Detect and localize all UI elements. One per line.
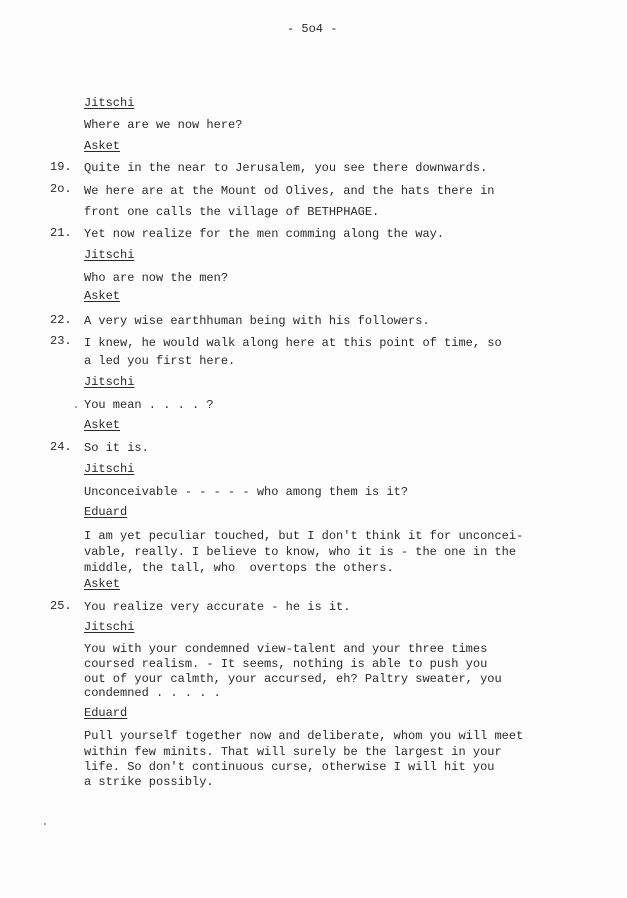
- speaker-label: Asket: [84, 577, 121, 591]
- dialogue-line: You mean . . . . ?: [84, 398, 214, 412]
- dialogue-line: You realize very accurate - he is it.: [84, 600, 351, 614]
- dialogue-line: a strike possibly.: [84, 775, 214, 789]
- dialogue-line: Quite in the near to Jerusalem, you see there downwards.: [84, 161, 488, 175]
- speaker-label: Eduard: [84, 706, 128, 720]
- speaker-label: Asket: [84, 289, 121, 303]
- dialogue-line: I knew, he would walk along here at this point of time, so: [84, 336, 502, 350]
- paragraph-number: 21.: [50, 226, 72, 240]
- dialogue-line: I am yet peculiar touched, but I don't think it for unconcei-: [84, 529, 524, 543]
- speaker-label: Jitschi: [84, 462, 135, 476]
- dialogue-line: A very wise earthhuman being with his followers.: [84, 314, 430, 328]
- dialogue-line: Unconceivable - - - - - who among them is it?: [84, 485, 409, 499]
- stray-mark: [44, 823, 46, 825]
- dialogue-line: life. So don't continuous curse, otherwise I will hit you: [84, 760, 495, 774]
- dialogue-line: You with your condemned view-talent and your three times: [84, 642, 488, 656]
- dialogue-line: condemned . . . . .: [84, 686, 221, 700]
- dialogue-line: We here are at the Mount od Olives, and the hats there in: [84, 184, 495, 198]
- paragraph-number: 22.: [50, 313, 72, 327]
- speaker-label: Eduard: [84, 505, 128, 519]
- speaker-label: Asket: [84, 418, 121, 432]
- dialogue-line: within few minits. That will surely be the largest in your: [84, 745, 502, 759]
- dialogue-line: Yet now realize for the men comming along the way.: [84, 227, 445, 241]
- dialogue-line: Pull yourself together now and deliberate, whom you will meet: [84, 729, 524, 743]
- dialogue-line: a led you first here.: [84, 354, 236, 368]
- dialogue-line: coursed realism. - It seems, nothing is able to push you: [84, 657, 488, 671]
- paragraph-number: 24.: [50, 440, 72, 454]
- paragraph-number: 25.: [50, 599, 72, 613]
- paragraph-number: 19.: [50, 160, 72, 174]
- speaker-label: Jitschi: [84, 375, 135, 389]
- dialogue-line: out of your calmth, your accursed, eh? Paltry sweater, you: [84, 672, 502, 686]
- page-number: - 5o4 -: [287, 22, 338, 36]
- paragraph-number: 23.: [50, 334, 72, 348]
- dialogue-line: front one calls the village of BETHPHAGE.: [84, 205, 380, 219]
- speaker-label: Jitschi: [84, 96, 135, 110]
- dialogue-line: So it is.: [84, 441, 149, 455]
- dialogue-line: vable, really. I believe to know, who it is - the one in the: [84, 545, 517, 559]
- dialogue-line: Where are we now here?: [84, 118, 243, 132]
- paragraph-number: 2o.: [50, 182, 72, 196]
- speaker-label: Jitschi: [84, 248, 135, 262]
- speaker-label: Jitschi: [84, 620, 135, 634]
- dialogue-line: middle, the tall, who overtops the others.: [84, 561, 394, 575]
- speaker-label: Asket: [84, 139, 121, 153]
- dialogue-line: Who are now the men?: [84, 271, 229, 285]
- stray-mark: [75, 406, 77, 408]
